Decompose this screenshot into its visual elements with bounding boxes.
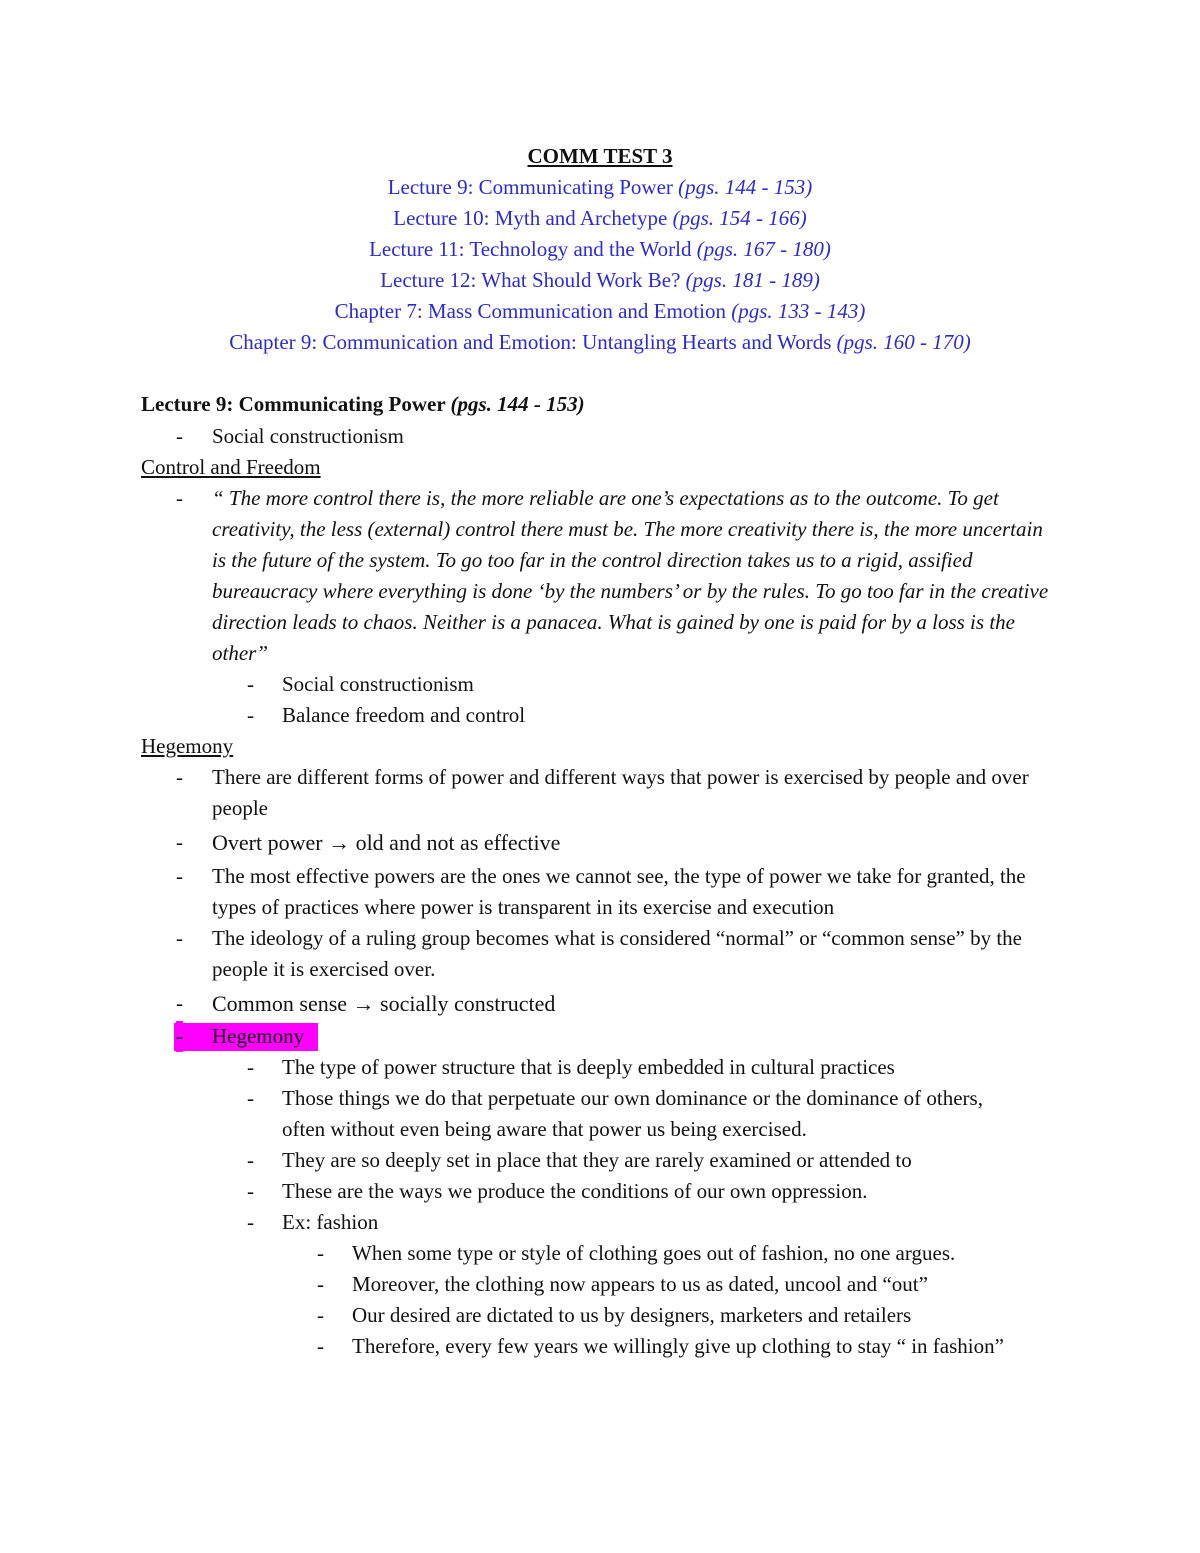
list-item: [0, 1145, 1200, 1176]
section-heading-pages: (pgs. 144 - 153): [450, 392, 585, 416]
toc-item-chapter-7[interactable]: [0, 297, 1200, 328]
list-item-text: Therefore, every few years we willingly give up clothing to stay “ in fashion”: [352, 1334, 1004, 1358]
list-item: [0, 483, 1200, 669]
list-item-text: Those things we do that perpetuate our own dominance or the dominance of others, often without even being aware that power us being exercised.: [282, 1086, 983, 1141]
list-item: [0, 1331, 1200, 1362]
list-item: [0, 1176, 1200, 1207]
bullet-marker: -: [176, 424, 183, 448]
table-of-contents: [0, 173, 1200, 359]
list-item-text: Ex: fashion: [282, 1210, 379, 1234]
section-content: [0, 421, 1200, 1362]
toc-label: Chapter 7: Mass Communication and Emotion: [334, 299, 732, 323]
bullet-marker: -: [247, 672, 254, 696]
toc-item-chapter-9[interactable]: [0, 328, 1200, 359]
toc-pages: (pgs. 154 - 166): [672, 206, 807, 230]
toc-item-lecture-12[interactable]: [0, 266, 1200, 297]
list-item-text: The type of power structure that is deeply embedded in cultural practices: [282, 1055, 895, 1079]
list-item-text: These are the ways we produce the conditions of our own oppression.: [282, 1179, 868, 1203]
toc-pages: (pgs. 181 - 189): [685, 268, 820, 292]
toc-item-lecture-11[interactable]: [0, 235, 1200, 266]
list-item-text: Our desired are dictated to us by designers, marketers and retailers: [352, 1303, 912, 1327]
list-item: [0, 1269, 1200, 1300]
list-item-text: The most effective powers are the ones we cannot see, the type of power we take for granted, the types of practices where power is transparent in its exercise and execution: [212, 864, 1026, 919]
bullet-marker: -: [176, 830, 183, 854]
list-item-text: They are so deeply set in place that they are rarely examined or attended to: [282, 1148, 912, 1172]
quote-text: “ The more control there is, the more reliable are one’s expectations as to the outcome. To get creativity, the less (external) control there must be. The more creativity there is, the more uncertain is the future of the system. To go too far in the control direction takes us to a rigid, assified bureaucracy where everything is done ‘by the numbers’ or by the rules. To go too far in the creative direction leads to chaos. Neither is a panacea. What is gained by one is paid for by a loss is the other”: [212, 486, 1049, 665]
list-item: [0, 1207, 1200, 1238]
list-item-text: Social constructionism: [282, 672, 474, 696]
toc-label: Lecture 10: Myth and Archetype: [393, 206, 673, 230]
bullet-marker: -: [247, 1148, 254, 1172]
toc-pages: (pgs. 160 - 170): [836, 330, 971, 354]
list-item: [0, 827, 1200, 858]
bullet-marker: -: [247, 1055, 254, 1079]
list-item-text: Overt power → old and not as effective: [212, 830, 561, 855]
list-item-text: There are different forms of power and different ways that power is exercised by people and over people: [212, 765, 1029, 820]
list-item: [0, 1052, 1200, 1083]
list-item: [0, 923, 1200, 985]
section-heading-label: Lecture 9: Communicating Power: [141, 392, 451, 416]
list-item-text: The ideology of a ruling group becomes what is considered “normal” or “common sense” by the people it is exercised over.: [212, 926, 1023, 981]
toc-label: Chapter 9: Communication and Emotion: Untangling Hearts and Words: [229, 330, 837, 354]
bullet-marker: -: [247, 1210, 254, 1234]
bullet-marker: -: [247, 1086, 254, 1110]
toc-pages: (pgs. 167 - 180): [696, 237, 831, 261]
list-item: [0, 421, 1200, 452]
bullet-marker: -: [247, 1179, 254, 1203]
list-item-text: Social constructionism: [212, 424, 404, 448]
bullet-marker: -: [317, 1241, 324, 1265]
toc-label: Lecture 9: Communicating Power: [387, 175, 679, 199]
list-item: [0, 700, 1200, 731]
list-item-text: When some type or style of clothing goes out of fashion, no one argues.: [352, 1241, 956, 1265]
bullet-marker: -: [247, 703, 254, 727]
highlighted-text: Hegemony: [212, 1024, 305, 1048]
subheading-control-and-freedom: Control and Freedom: [141, 455, 321, 479]
list-item-text: Common sense → socially constructed: [212, 991, 556, 1016]
list-item: [0, 988, 1200, 1019]
toc-pages: (pgs. 144 - 153): [678, 175, 813, 199]
list-item-text: Balance freedom and control: [282, 703, 526, 727]
subheading-hegemony: Hegemony: [141, 734, 234, 758]
bullet-marker: -: [176, 864, 183, 888]
bullet-marker: -: [176, 1021, 183, 1052]
toc-label: Lecture 11: Technology and the World: [369, 237, 697, 261]
bullet-marker: -: [317, 1334, 324, 1358]
section-heading: [141, 390, 585, 419]
list-item: [0, 669, 1200, 700]
bullet-marker: -: [317, 1272, 324, 1296]
list-item-text: Moreover, the clothing now appears to us as dated, uncool and “out”: [352, 1272, 928, 1296]
list-item: [0, 1238, 1200, 1269]
bullet-marker: -: [176, 991, 183, 1015]
toc-item-lecture-10[interactable]: [0, 204, 1200, 235]
list-item: [0, 1300, 1200, 1331]
bullet-marker: -: [317, 1303, 324, 1327]
list-item: [0, 1083, 1200, 1145]
toc-label: Lecture 12: What Should Work Be?: [380, 268, 686, 292]
list-item: [0, 762, 1200, 824]
list-item: [0, 861, 1200, 923]
toc-pages: (pgs. 133 - 143): [731, 299, 866, 323]
toc-item-lecture-9[interactable]: [0, 173, 1200, 204]
bullet-marker: -: [176, 926, 183, 950]
highlighted-list-item: [0, 1021, 1200, 1052]
bullet-marker: -: [176, 486, 183, 510]
document-title: COMM TEST 3: [527, 144, 673, 168]
bullet-marker: -: [176, 765, 183, 789]
